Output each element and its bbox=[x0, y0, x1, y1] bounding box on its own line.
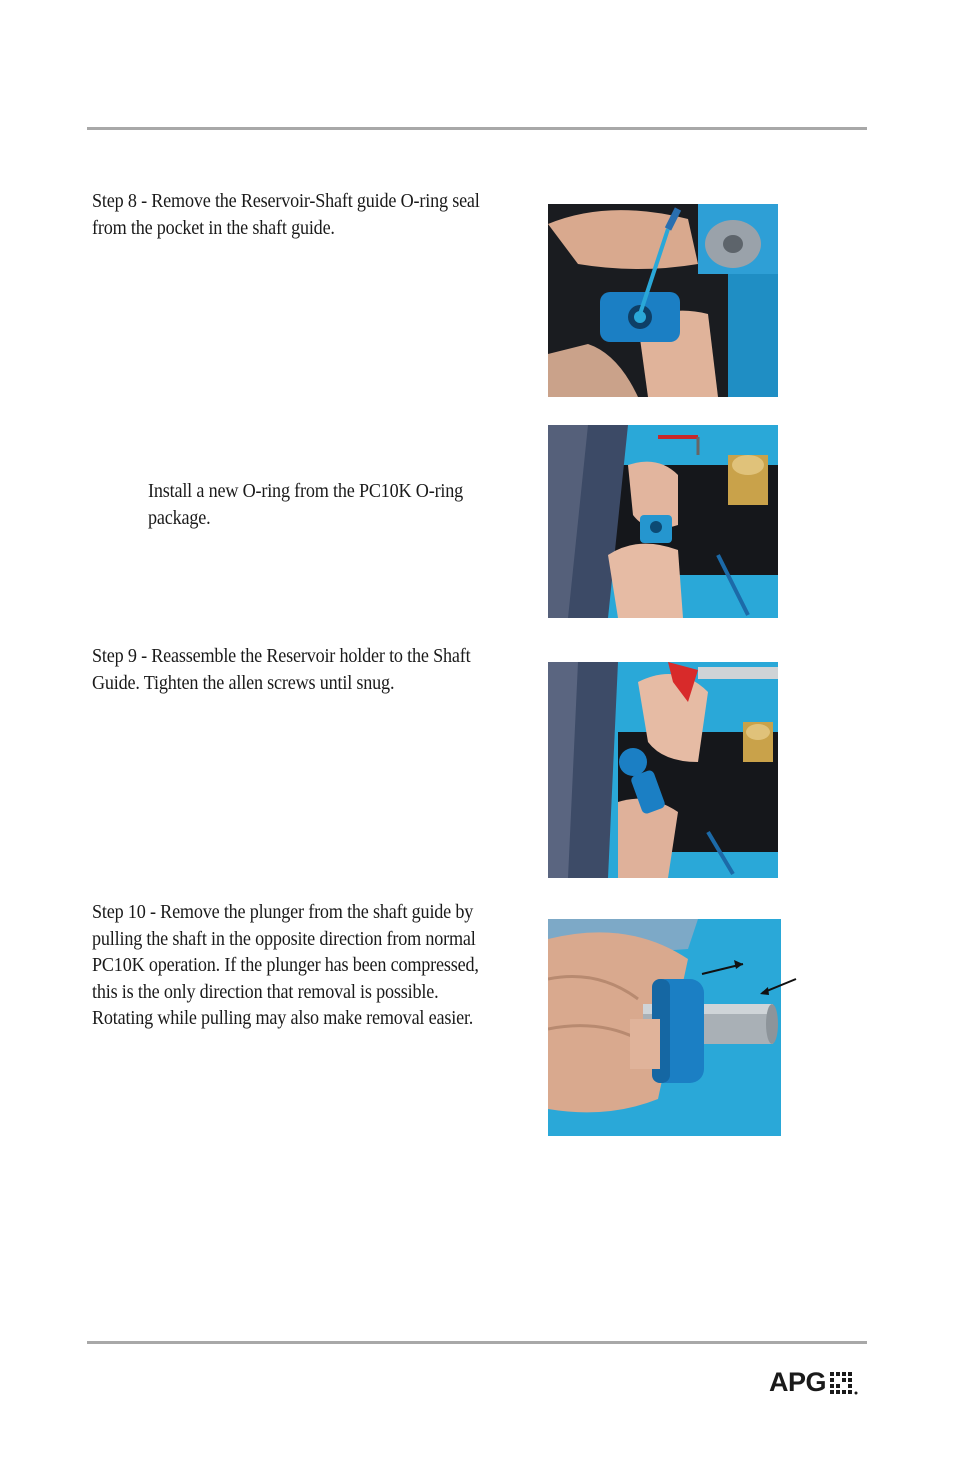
apg-logo bbox=[769, 1364, 875, 1396]
apg-logo-text: APG bbox=[769, 1367, 827, 1397]
plunger-removal-photo bbox=[548, 919, 781, 1136]
apg-dot-matrix-logo-icon bbox=[828, 1369, 858, 1396]
header-rule bbox=[87, 127, 867, 130]
reassemble-holder-photo bbox=[548, 662, 778, 878]
footer-rule bbox=[87, 1341, 867, 1344]
o-ring-install-photo bbox=[548, 425, 778, 618]
step-9-text: Step 9 - Reassemble the Reservoir holder to the Shaft Guide. Tighten the allen screws until snug. bbox=[92, 646, 471, 694]
arrow-icon bbox=[756, 975, 798, 999]
step-10-text: Step 10 - Remove the plunger from the shaft guide by pulling the shaft in the opposite direction from normal PC10K operation. If the plunger has been compressed, this is the only direction that removal is possible. Rotating while pulling may also make removal easier. bbox=[92, 902, 479, 1029]
step-8-text: Step 8 - Remove the Reservoir-Shaft guide O-ring seal from the pocket in the shaft guide. bbox=[92, 191, 480, 239]
o-ring-removal-photo bbox=[548, 204, 778, 397]
step-8-install-text: Install a new O-ring from the PC10K O-ring package. bbox=[148, 481, 464, 529]
